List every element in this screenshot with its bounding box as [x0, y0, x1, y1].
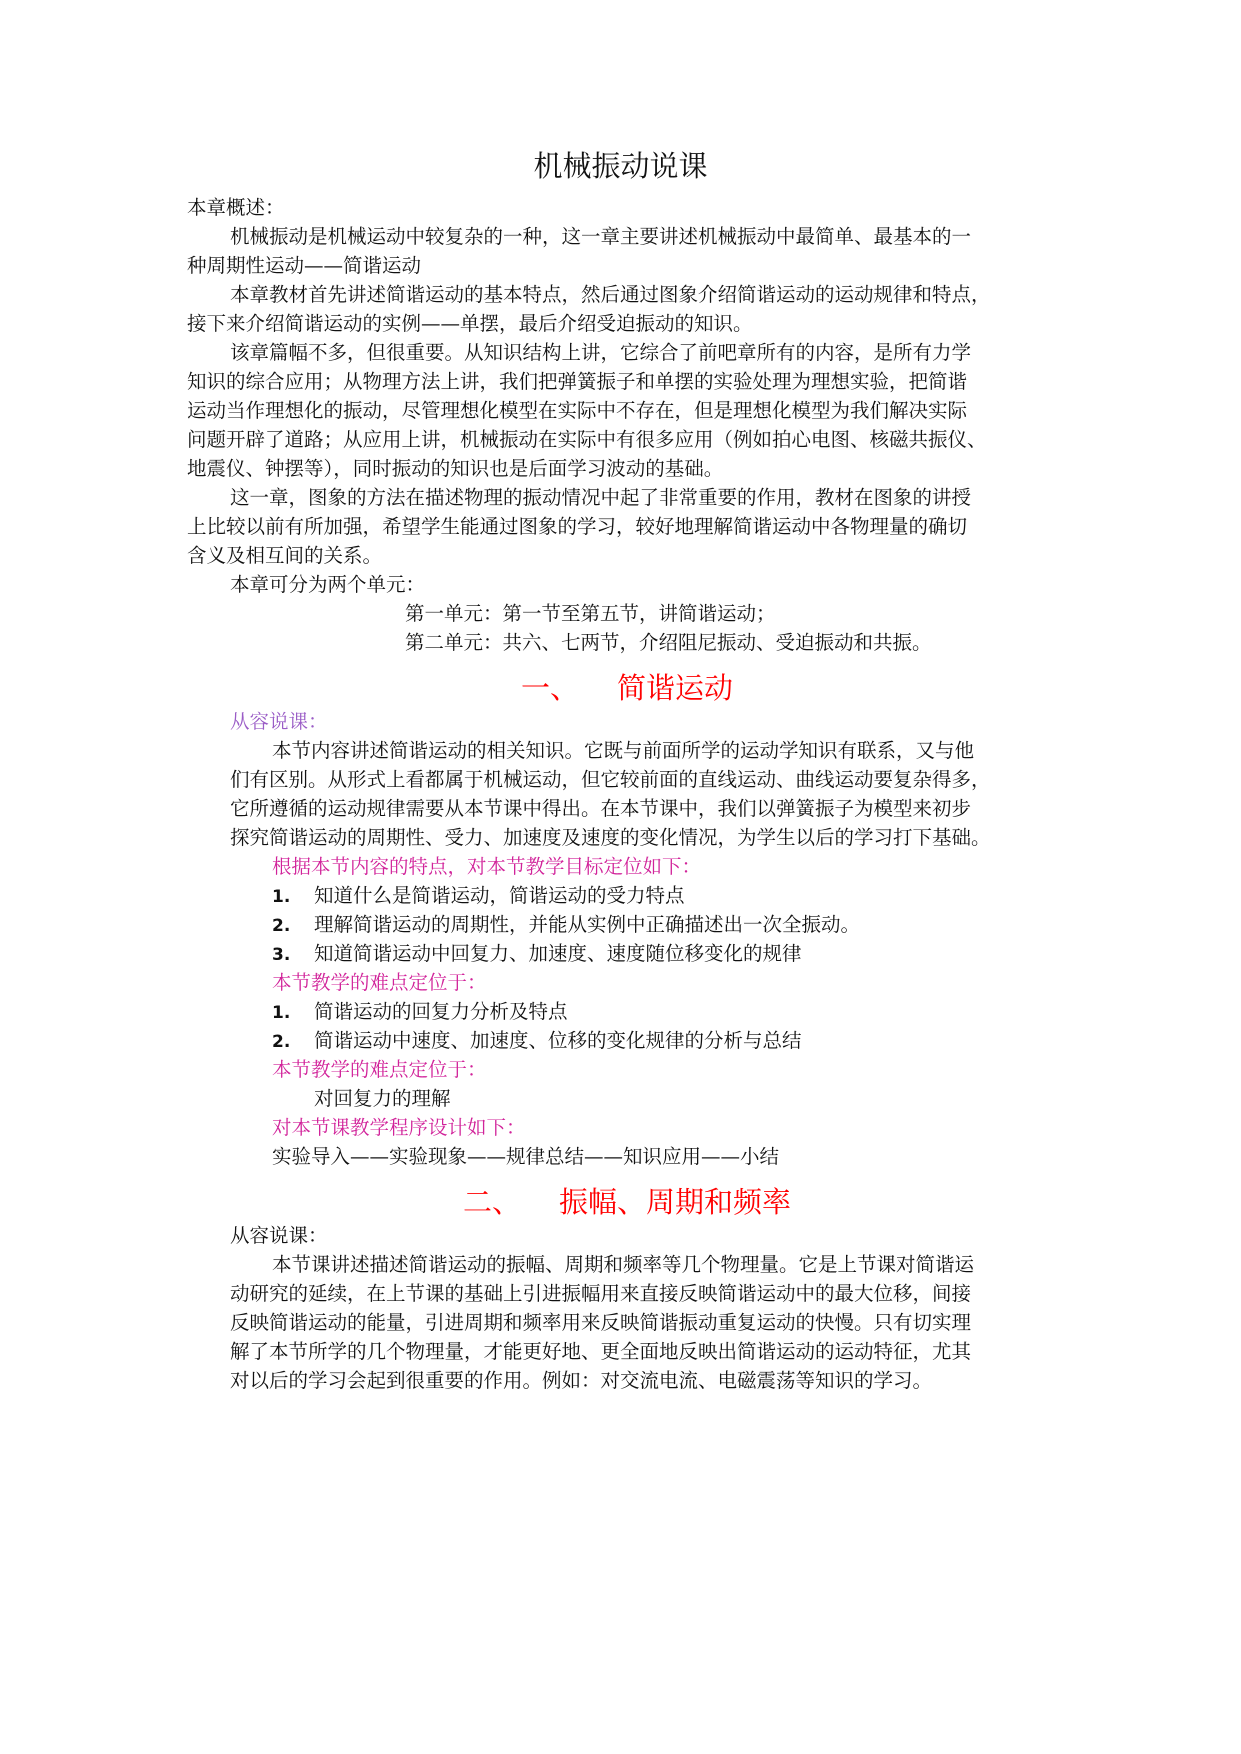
- list-number: 1.: [272, 1003, 291, 1023]
- list-number: 1.: [272, 887, 291, 907]
- list-item: [187, 997, 1067, 1026]
- list-item: [187, 881, 1067, 910]
- paragraph-line: 这一章，图象的方法在描述物理的振动情况中起了非常重要的作用，教材在图象的讲授: [230, 486, 972, 509]
- paragraph-line: 本节课讲述描述简谐运动的振幅、周期和频率等几个物理量。它是上节课对简谐运: [272, 1253, 975, 1276]
- paragraph-line: 运动当作理想化的振动，尽管理想化模型在实际中不存在，但是理想化模型为我们解决实际: [187, 399, 968, 422]
- paragraph-line: 含义及相互间的关系。: [187, 544, 383, 567]
- goals-label: 根据本节内容的特点，对本节教学目标定位如下：: [272, 855, 702, 878]
- difficult-label: 本节教学的难点定位于：: [272, 971, 487, 994]
- unit-item: 第一单元：第一节至第五节，讲简谐运动；: [405, 602, 776, 625]
- paragraph-line: 机械振动是机械运动中较复杂的一种，这一章主要讲述机械振动中最简单、最基本的一: [230, 225, 972, 248]
- section-number: 二、: [462, 1185, 521, 1219]
- list-number: 3.: [272, 945, 291, 965]
- document-body: [187, 193, 1067, 1395]
- list-item: [187, 910, 1067, 939]
- unit-item: 第二单元：共六、七两节，介绍阻尼振动、受迫振动和共振。: [405, 631, 932, 654]
- paragraph-line: 上比较以前有所加强，希望学生能通过图象的学习，较好地理解简谐运动中各物理量的确切: [187, 515, 968, 538]
- paragraph-line: 知识的综合应用；从物理方法上讲，我们把弹簧振子和单摆的实验处理为理想实验，把简谐: [187, 370, 968, 393]
- paragraph-line: 问题开辟了道路；从应用上讲，机械振动在实际中有很多应用（例如拍心电图、核磁共振仪、: [187, 428, 987, 451]
- difficult-text: 对回复力的理解: [314, 1087, 451, 1110]
- list-item: [187, 1026, 1067, 1055]
- paragraph-line: 地震仪、钟摆等），同时振动的知识也是后面学习波动的基础。: [187, 457, 724, 480]
- paragraph-line: 它所遵循的运动规律需要从本节课中得出。在本节课中，我们以弹簧振子为模型来初步: [230, 797, 972, 820]
- paragraph-line: 该章篇幅不多，但很重要。从知识结构上讲，它综合了前吧章所有的内容，是所有力学: [230, 341, 972, 364]
- units-intro: 本章可分为两个单元：: [230, 573, 426, 596]
- list-number: 2.: [272, 1032, 291, 1052]
- paragraph-line: 种周期性运动——简谐运动: [187, 254, 422, 277]
- overview-label: 本章概述：: [187, 196, 285, 219]
- list-text: 简谐运动中速度、加速度、位移的变化规律的分析与总结: [314, 1029, 802, 1052]
- list-text: 知道简谐运动中回复力、加速度、速度随位移变化的规律: [314, 942, 802, 965]
- list-number: 2.: [272, 916, 291, 936]
- section-label: 从容说课：: [230, 710, 328, 733]
- paragraph-line: 反映简谐运动的能量，引进周期和频率用来反映简谐振动重复运动的快慢。只有切实理: [230, 1311, 972, 1334]
- section-heading-1: [187, 665, 1067, 711]
- procedure-label: 对本节课教学程序设计如下：: [272, 1116, 526, 1139]
- paragraph-line: 动研究的延续，在上节课的基础上引进振幅用来直接反映简谐运动中的最大位移，间接: [230, 1282, 972, 1305]
- paragraph-line: 本节内容讲述简谐运动的相关知识。它既与前面所学的运动学知识有联系，又与他: [272, 739, 975, 762]
- paragraph-line: 们有区别。从形式上看都属于机械运动，但它较前面的直线运动、曲线运动要复杂得多，: [230, 768, 991, 791]
- list-item: [187, 939, 1067, 968]
- list-text: 简谐运动的回复力分析及特点: [314, 1000, 568, 1023]
- paragraph-line: 解了本节所学的几个物理量，才能更好地、更全面地反映出简谐运动的运动特征，尤其: [230, 1340, 972, 1363]
- section-label: 从容说课：: [230, 1224, 328, 1247]
- paragraph-line: 对以后的学习会起到很重要的作用。例如：对交流电流、电磁震荡等知识的学习。: [230, 1369, 933, 1392]
- list-text: 知道什么是简谐运动，简谐运动的受力特点: [314, 884, 685, 907]
- list-text: 理解简谐运动的周期性，并能从实例中正确描述出一次全振动。: [314, 913, 861, 936]
- procedure-text: 实验导入——实验现象——规律总结——知识应用——小结: [272, 1145, 780, 1168]
- section-number: 一、: [520, 671, 579, 705]
- paragraph-line: 本章教材首先讲述简谐运动的基本特点，然后通过图象介绍简谐运动的运动规律和特点，: [230, 283, 991, 306]
- section-title: 振幅、周期和频率: [559, 1185, 792, 1219]
- document-title: 机械振动说课: [533, 149, 708, 183]
- difficult-label-2: 本节教学的难点定位于：: [272, 1058, 487, 1081]
- section-heading-2: [187, 1179, 1067, 1225]
- section-title: 简谐运动: [617, 671, 734, 705]
- paragraph-line: 探究简谐运动的周期性、受力、加速度及速度的变化情况，为学生以后的学习打下基础。: [230, 826, 991, 849]
- paragraph-line: 接下来介绍简谐运动的实例——单摆，最后介绍受迫振动的知识。: [187, 312, 753, 335]
